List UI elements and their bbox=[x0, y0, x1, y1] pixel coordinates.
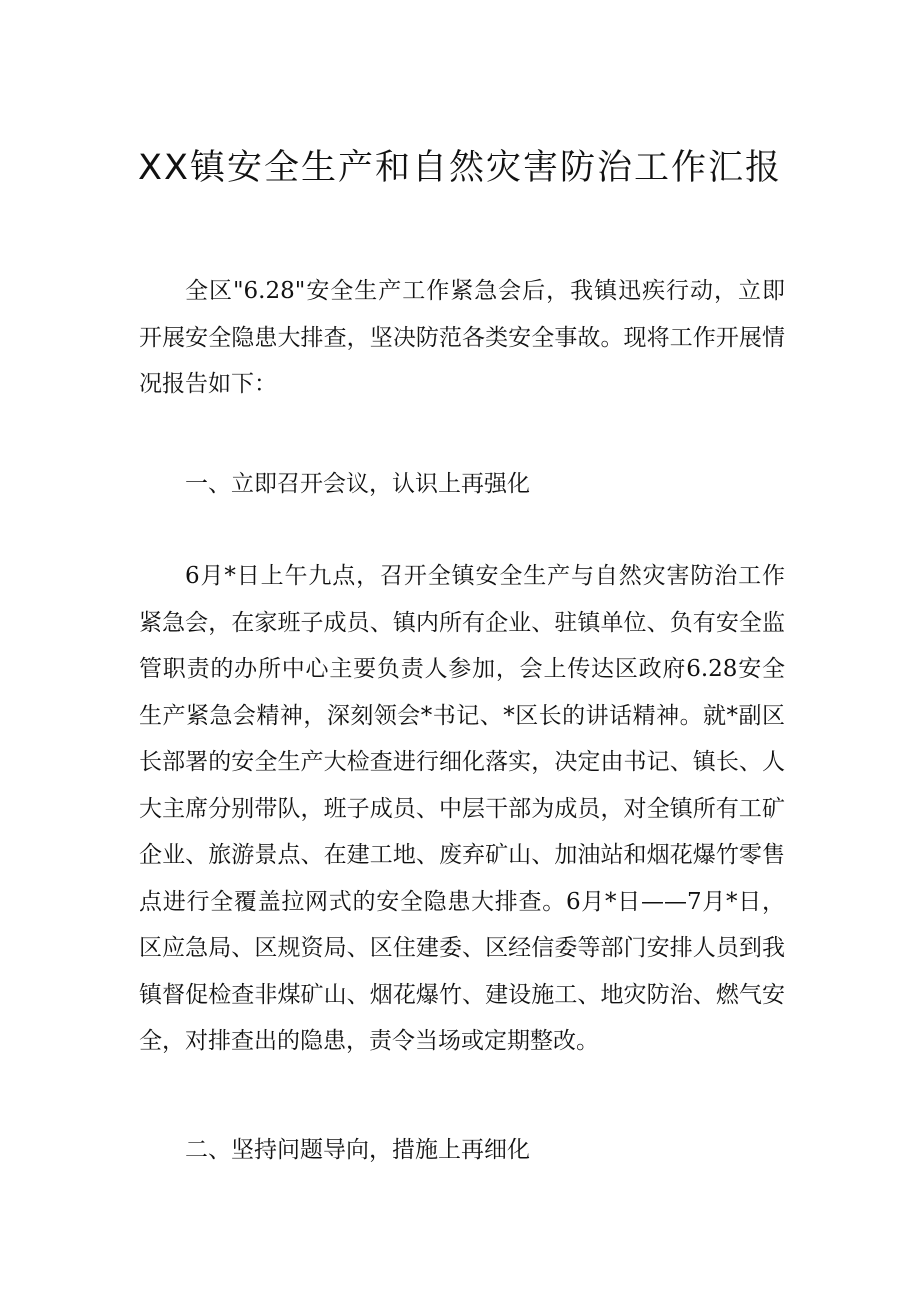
section-2-heading: 二、坚持问题导向，措施上再细化 bbox=[185, 1137, 530, 1163]
section-1-paragraph: 6月*日上午九点，召开全镇安全生产与自然灾害防治工作紧急会，在家班子成员、镇内所有企业、驻镇单位、负有安全监管职责的办所中心主要负责人参加，会上传达区政府6.28安全生产紧急会精神，深刻领会*书记、*区长的讲话精神。就*副区长部署的安全生产大检查进行细化落实，决定由书记、镇长、人大主席分别带队，班子成员、中层干部为成员，对全镇所有工矿企业、旅游景点、在建工地、废弃矿山、加油站和烟花爆竹零售点进行全覆盖拉网式的安全隐患大排查。6月*日——7月*日，区应急局、区规资局、区住建委、区经信委等部门安排人员到我镇督促检查非煤矿山、烟花爆竹、建设施工、地灾防治、燃气安全，对排查出的隐患，责令当场或定期整改。 bbox=[139, 563, 785, 1054]
section-1-heading: 一、立即召开会议，认识上再强化 bbox=[185, 471, 530, 497]
intro-paragraph: 全区"6.28"安全生产工作紧急会后，我镇迅疾行动，立即开展安全隐患大排查，坚决防范各类安全事故。现将工作开展情况报告如下： bbox=[139, 278, 785, 397]
document-title: XX镇安全生产和自然灾害防治工作汇报 bbox=[138, 148, 782, 188]
